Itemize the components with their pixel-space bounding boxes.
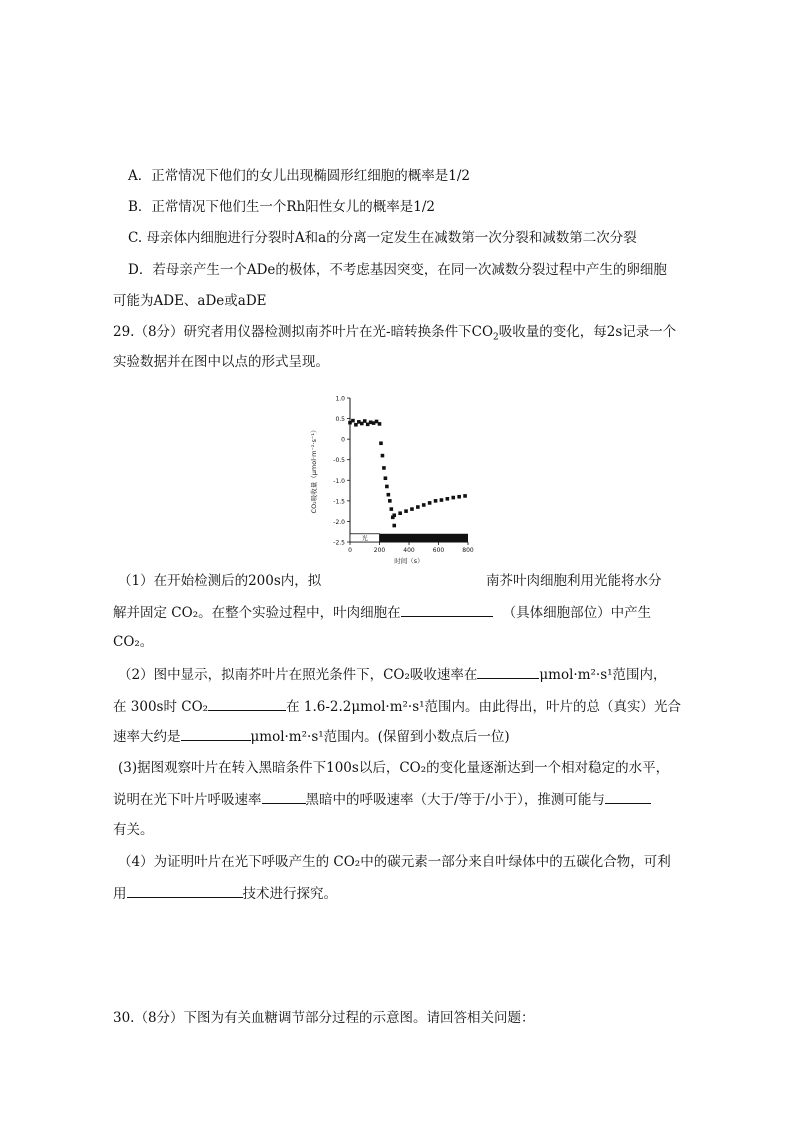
answer-blank-4[interactable]: [181, 726, 251, 741]
option-d-line2: 可能为ADE、aDe或aDE: [113, 293, 267, 309]
q29-sub2-c: 在 300s时 CO₂: [113, 699, 209, 715]
data-point: [379, 441, 383, 445]
y-tick-label: -1.0: [333, 477, 345, 485]
data-point: [463, 494, 467, 498]
data-point: [388, 499, 392, 503]
option-c: C. 母亲体内细胞进行分裂时A和a的分离一定发生在减数第一次分裂和减数第二次分裂: [128, 230, 637, 246]
option-b: B．正常情况下他们生一个Rh阳性女儿的概率是1/2: [128, 199, 436, 215]
q29-sub4-line2: [113, 883, 337, 904]
x-tick-label: 0: [348, 547, 352, 554]
q29-sub2-d: 在 1.6-2.2μmol·m²·s¹范围内。由此得出，叶片的总（真实）光合: [286, 699, 682, 715]
q29-sub3-a: (3)据图观察叶片在转入黑暗条件下100s以后，CO₂的变化量逐渐达到一个相对稳定的水平，: [118, 760, 670, 776]
data-point: [398, 511, 402, 515]
data-point: [446, 497, 450, 501]
data-point: [392, 513, 396, 517]
q29-sub3-line2: [113, 789, 651, 810]
q29-sub2-line3: [113, 726, 510, 747]
y-tick-label: -2.0: [333, 518, 345, 526]
q29-sub2-f: μmol·m²·s¹范围内。(保留到小数点后一位): [250, 729, 510, 745]
data-point: [440, 498, 444, 502]
q29-intro-1b: 吸收量的变化，每2s记录一个: [498, 324, 677, 340]
q29-sub3-d: 有关。: [113, 822, 154, 838]
q29-sub1-a: （1）在开始检测后的200s内，拟: [118, 573, 322, 589]
data-point: [422, 503, 426, 507]
answer-blank-3[interactable]: [208, 696, 286, 711]
x-tick-label: 200: [373, 547, 386, 554]
answer-blank-2[interactable]: [477, 664, 539, 679]
answer-blank-5[interactable]: [262, 789, 306, 804]
q29-sub1-d: （具体细胞部位）中产生: [502, 605, 652, 621]
q29-sub1-e: CO₂。: [113, 634, 154, 650]
y-tick-label: 0: [341, 436, 345, 444]
y-tick-label: -2.5: [333, 539, 345, 547]
y-axis-label: CO₂吸收量（μmol·m⁻²·s⁻¹）: [310, 426, 318, 514]
co2-absorption-chart: [300, 392, 480, 570]
y-tick-label: -0.5: [333, 457, 345, 465]
data-point: [387, 493, 391, 497]
data-point: [378, 422, 382, 426]
q29-intro-line1: 29.（8分）研究者用仪器检测拟南芥叶片在光-暗转换条件下$CO_2$吸收量的变化，每2s记录一个: [113, 324, 677, 343]
x-axis-label: 时间（s）: [394, 557, 424, 565]
q29-sub2-a: （2）图中显示，拟南芥叶片在照光条件下，CO₂吸收速率在: [118, 667, 478, 683]
answer-blank-7[interactable]: [127, 883, 243, 898]
data-point: [457, 495, 461, 499]
data-point: [384, 476, 388, 480]
data-point: [410, 507, 414, 511]
answer-blank-6[interactable]: [605, 789, 651, 804]
y-tick-label: -1.5: [333, 498, 345, 506]
y-tick-label: 0.5: [335, 416, 345, 424]
option-a: A．正常情况下他们的女儿出现椭圆形红细胞的概率是1/2: [128, 168, 470, 184]
q30-title: 30.（8分）下图为有关血糖调节部分过程的示意图。请回答相关问题：: [113, 1010, 535, 1026]
data-point: [416, 505, 420, 509]
answer-blank-1[interactable]: [401, 602, 493, 617]
q29-intro-1a: 29.（8分）研究者用仪器检测拟南芥叶片在光-暗转换条件下CO: [113, 324, 494, 340]
data-point: [351, 419, 355, 423]
data-point: [385, 485, 389, 489]
data-point: [382, 466, 386, 470]
q29-sub1-c: 解并固定 CO₂。在整个实验过程中，叶肉细胞在: [113, 605, 401, 621]
q29-sub1-line2: [113, 602, 651, 623]
y-tick-label: 1.0: [335, 395, 345, 403]
dark-period-bar: [380, 534, 469, 542]
q29-sub3-c: 黑暗中的呼吸速率（大于/等于/小于），推测可能与: [305, 792, 605, 808]
q29-sub4-a: （4）为证明叶片在光下呼吸产生的 CO₂中的碳元素一部分来自叶绿体中的五碳化合物，可利: [118, 854, 671, 870]
data-point: [451, 496, 455, 500]
light-period-label: 光: [361, 535, 368, 543]
q29-sub2-line2: [113, 696, 681, 717]
option-d-line1: D．若母亲产生一个ADe的极体，不考虑基因突变，在同一次减数分裂过程中产生的卵细胞: [128, 262, 667, 278]
q29-sub1-b: 南芥叶肉细胞利用光能将水分: [486, 573, 662, 589]
x-tick-label: 600: [432, 547, 445, 554]
q29-sub2-line1: [118, 664, 667, 685]
x-tick-label: 400: [403, 547, 415, 554]
q29-sub4-c: 技术进行探究。: [242, 886, 337, 902]
q29-sub3-b: 说明在光下叶片呼吸速率: [113, 792, 262, 808]
q29-intro-line2: 实验数据并在图中以点的形式呈现。: [113, 354, 329, 370]
data-point: [392, 524, 396, 528]
data-point: [363, 419, 367, 423]
q29-sub4-b: 用: [113, 886, 127, 902]
data-point: [381, 454, 385, 458]
data-point: [428, 501, 432, 505]
q29-sub2-b: μmol·m²·s¹范围内，: [539, 667, 667, 683]
x-tick-label: 800: [462, 547, 474, 554]
data-point: [390, 507, 394, 511]
q29-sub2-e: 速率大约是: [113, 729, 181, 745]
data-point: [404, 509, 408, 513]
data-point: [434, 499, 438, 503]
